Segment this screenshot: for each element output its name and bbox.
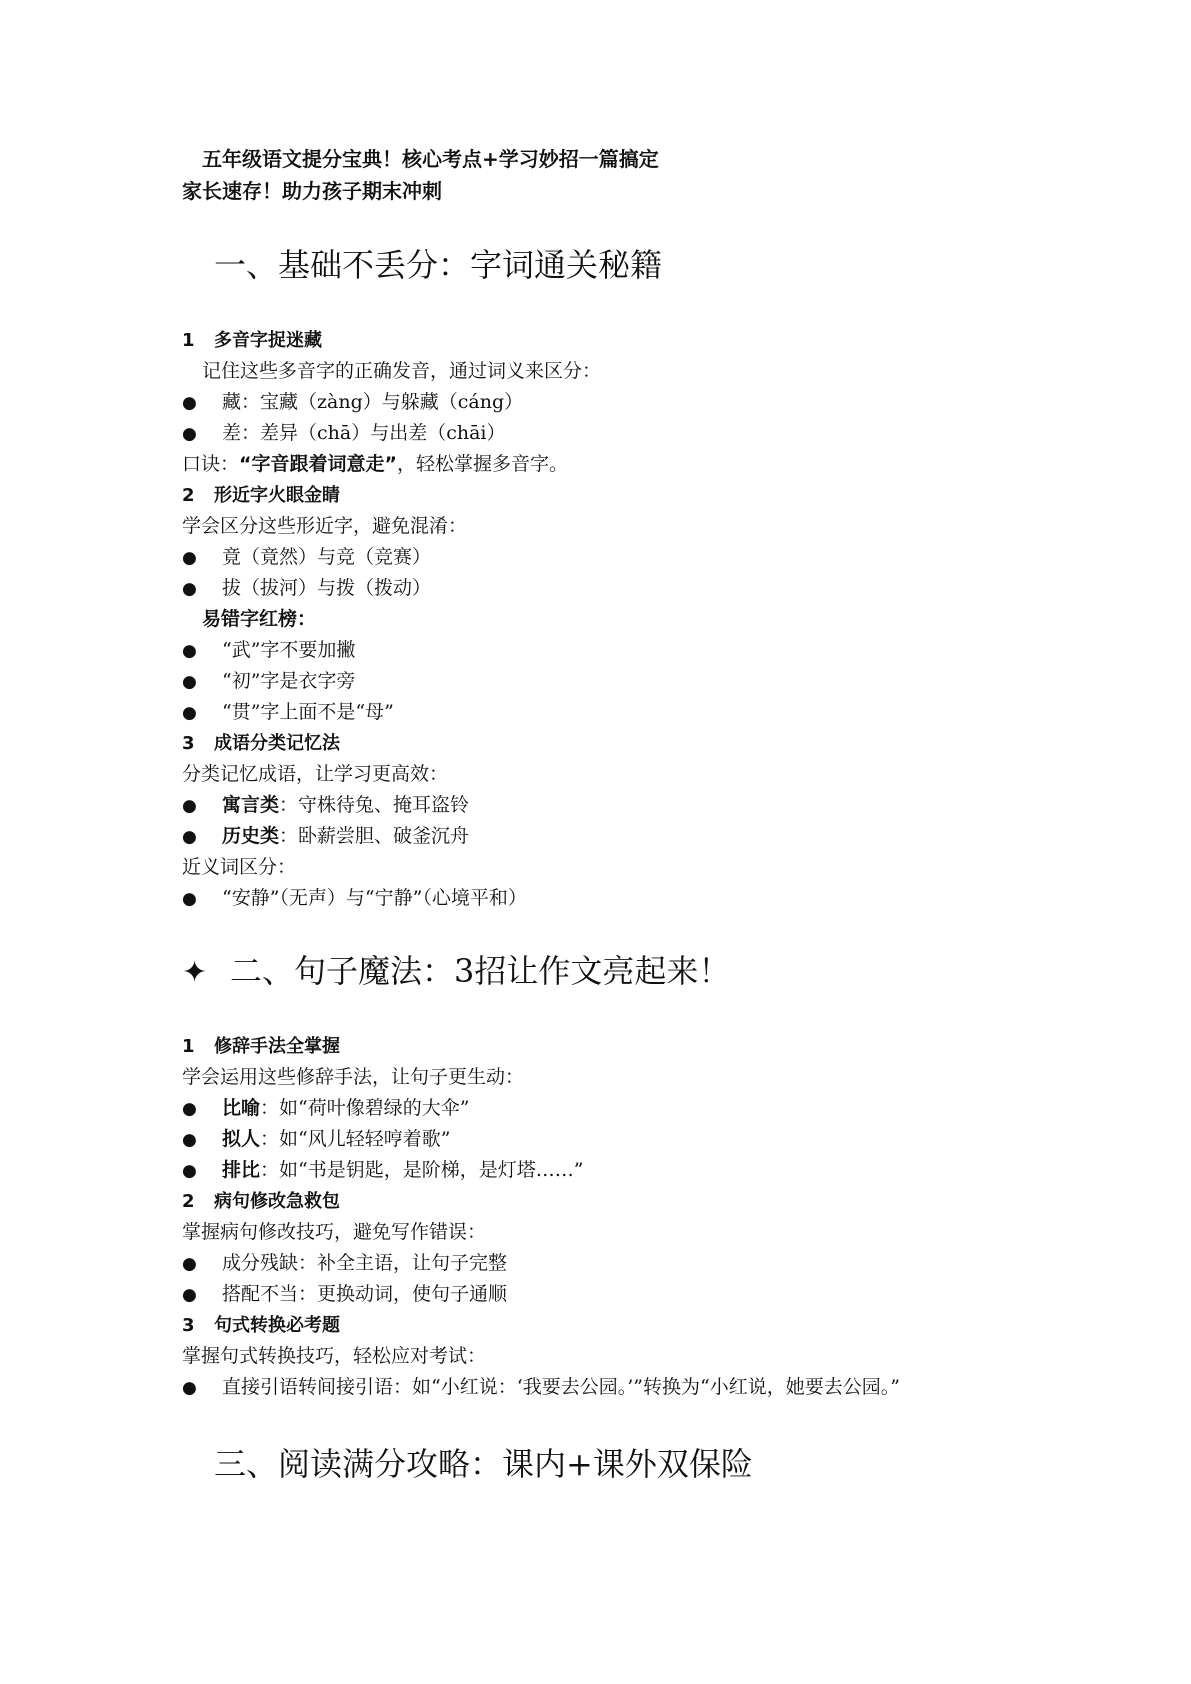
paragraph: 掌握病句修改技巧，避免写作错误： bbox=[182, 1221, 487, 1243]
bullet-icon: ● bbox=[182, 827, 197, 847]
section-2-sub-1-heading bbox=[182, 1031, 340, 1062]
sub-number: 2 bbox=[182, 1191, 195, 1212]
section-2-sub-2-heading bbox=[182, 1186, 340, 1217]
list-item bbox=[182, 418, 506, 450]
list-item bbox=[182, 821, 469, 853]
sub-title: 多音字捉迷藏 bbox=[214, 330, 322, 351]
bullet-icon: ● bbox=[182, 641, 197, 661]
sub-number: 1 bbox=[182, 330, 195, 351]
section-1-sub-3-heading bbox=[182, 728, 340, 759]
paragraph: 近义词区分： bbox=[182, 856, 297, 878]
list-item bbox=[182, 387, 523, 419]
sub-title: 病句修改急救包 bbox=[214, 1191, 340, 1212]
article-title: 五年级语文提分宝典！核心考点+学习妙招一篇搞定 bbox=[202, 147, 659, 171]
list-item bbox=[182, 1155, 583, 1187]
bullet-icon: ● bbox=[182, 424, 197, 444]
list-item-text: “武”字不要加撇 bbox=[222, 639, 356, 661]
list-item bbox=[182, 883, 527, 915]
sparkle-icon: ✦ bbox=[182, 955, 208, 990]
list-item bbox=[182, 1372, 900, 1404]
bullet-icon: ● bbox=[182, 889, 197, 909]
list-title: 易错字红榜： bbox=[202, 608, 317, 630]
paragraph: 记住这些多音字的正确发音，通过词义来区分： bbox=[202, 360, 602, 382]
list-item-text: 差：差异（chā）与出差（chāi） bbox=[222, 422, 506, 444]
list-item bbox=[182, 542, 431, 574]
section-2-sub-3-heading bbox=[182, 1310, 340, 1341]
list-item-text: 搭配不当：更换动词，使句子通顺 bbox=[222, 1283, 508, 1305]
bullet-icon: ● bbox=[182, 393, 197, 413]
list-item-text: “初”字是衣字旁 bbox=[222, 670, 356, 692]
list-item-label: 比喻 bbox=[222, 1097, 261, 1119]
sub-number: 2 bbox=[182, 485, 195, 506]
list-item-label: 拟人 bbox=[222, 1128, 261, 1150]
bullet-icon: ● bbox=[182, 1099, 197, 1119]
list-item-text: 竟（竟然）与竞（竞赛） bbox=[222, 546, 432, 568]
list-item bbox=[182, 697, 394, 729]
list-item bbox=[182, 1279, 507, 1311]
list-item-text: ：卧薪尝胆、破釜沉舟 bbox=[279, 825, 470, 847]
bullet-icon: ● bbox=[182, 1130, 197, 1150]
bullet-icon: ● bbox=[182, 579, 197, 599]
section-3-heading: 三、阅读满分攻略：课内+课外双保险 bbox=[214, 1445, 753, 1483]
bullet-icon: ● bbox=[182, 1161, 197, 1181]
list-item bbox=[182, 1248, 507, 1280]
list-item bbox=[182, 666, 355, 698]
bullet-icon: ● bbox=[182, 672, 197, 692]
paragraph: 掌握句式转换技巧，轻松应对考试： bbox=[182, 1345, 487, 1367]
list-item-text: 直接引语转间接引语：如“小红说：‘我要去公园。’”转换为“小红说，她要去公园。” bbox=[222, 1376, 900, 1398]
list-item-text: ：如“风儿轻轻哼着歌” bbox=[260, 1128, 451, 1150]
list-item-text: “安静”（无声）与“宁静”（心境平和） bbox=[222, 887, 527, 909]
bullet-icon: ● bbox=[182, 1254, 197, 1274]
tip-label: 口诀： bbox=[182, 453, 240, 475]
bullet-icon: ● bbox=[182, 548, 197, 568]
sub-number: 3 bbox=[182, 733, 195, 754]
section-2-heading bbox=[182, 948, 730, 996]
list-item bbox=[182, 1124, 450, 1156]
list-item-text: “贯”字上面不是“母” bbox=[222, 701, 394, 723]
bullet-icon: ● bbox=[182, 796, 197, 816]
tip-text: ，轻松掌握多音字。 bbox=[397, 453, 569, 475]
section-1-heading: 一、基础不丢分：字词通关秘籍 bbox=[214, 246, 663, 284]
paragraph: 学会运用这些修辞手法，让句子更生动： bbox=[182, 1066, 525, 1088]
sub-number: 1 bbox=[182, 1036, 195, 1057]
list-item-text: ：守株待兔、掩耳盗铃 bbox=[279, 794, 470, 816]
list-item-text: ：如“书是钥匙，是阶梯，是灯塔……” bbox=[260, 1159, 584, 1181]
list-item-text: 藏：宝藏（zàng）与躲藏（cáng） bbox=[222, 391, 524, 413]
list-item bbox=[182, 1093, 469, 1125]
sub-title: 形近字火眼金睛 bbox=[214, 485, 340, 506]
list-item-label: 寓言类 bbox=[222, 794, 280, 816]
section-1-sub-2-heading bbox=[182, 480, 340, 511]
paragraph: 学会区分这些形近字，避免混淆： bbox=[182, 515, 468, 537]
list-item-text: 拔（拔河）与拨（拨动） bbox=[222, 577, 432, 599]
paragraph: 分类记忆成语，让学习更高效： bbox=[182, 763, 449, 785]
tip-paragraph bbox=[182, 449, 568, 480]
section-2-heading-text: 二、句子魔法：3招让作文亮起来！ bbox=[230, 952, 731, 990]
list-item bbox=[182, 573, 431, 605]
tip-formula: “字音跟着词意走” bbox=[239, 453, 397, 475]
bullet-icon: ● bbox=[182, 1285, 197, 1305]
list-item-label: 历史类 bbox=[222, 825, 280, 847]
list-item bbox=[182, 790, 469, 822]
sub-number: 3 bbox=[182, 1315, 195, 1336]
sub-title: 成语分类记忆法 bbox=[214, 733, 340, 754]
sub-title: 句式转换必考题 bbox=[214, 1315, 340, 1336]
list-item-label: 排比 bbox=[222, 1159, 261, 1181]
section-1-sub-1-heading bbox=[182, 325, 322, 356]
sub-title: 修辞手法全掌握 bbox=[214, 1036, 340, 1057]
article-subtitle: 家长速存！助力孩子期末冲刺 bbox=[182, 179, 442, 203]
list-item-text: ：如“荷叶像碧绿的大伞” bbox=[260, 1097, 470, 1119]
bullet-icon: ● bbox=[182, 1378, 197, 1398]
bullet-icon: ● bbox=[182, 703, 197, 723]
list-item-text: 成分残缺：补全主语，让句子完整 bbox=[222, 1252, 508, 1274]
list-item bbox=[182, 635, 355, 667]
